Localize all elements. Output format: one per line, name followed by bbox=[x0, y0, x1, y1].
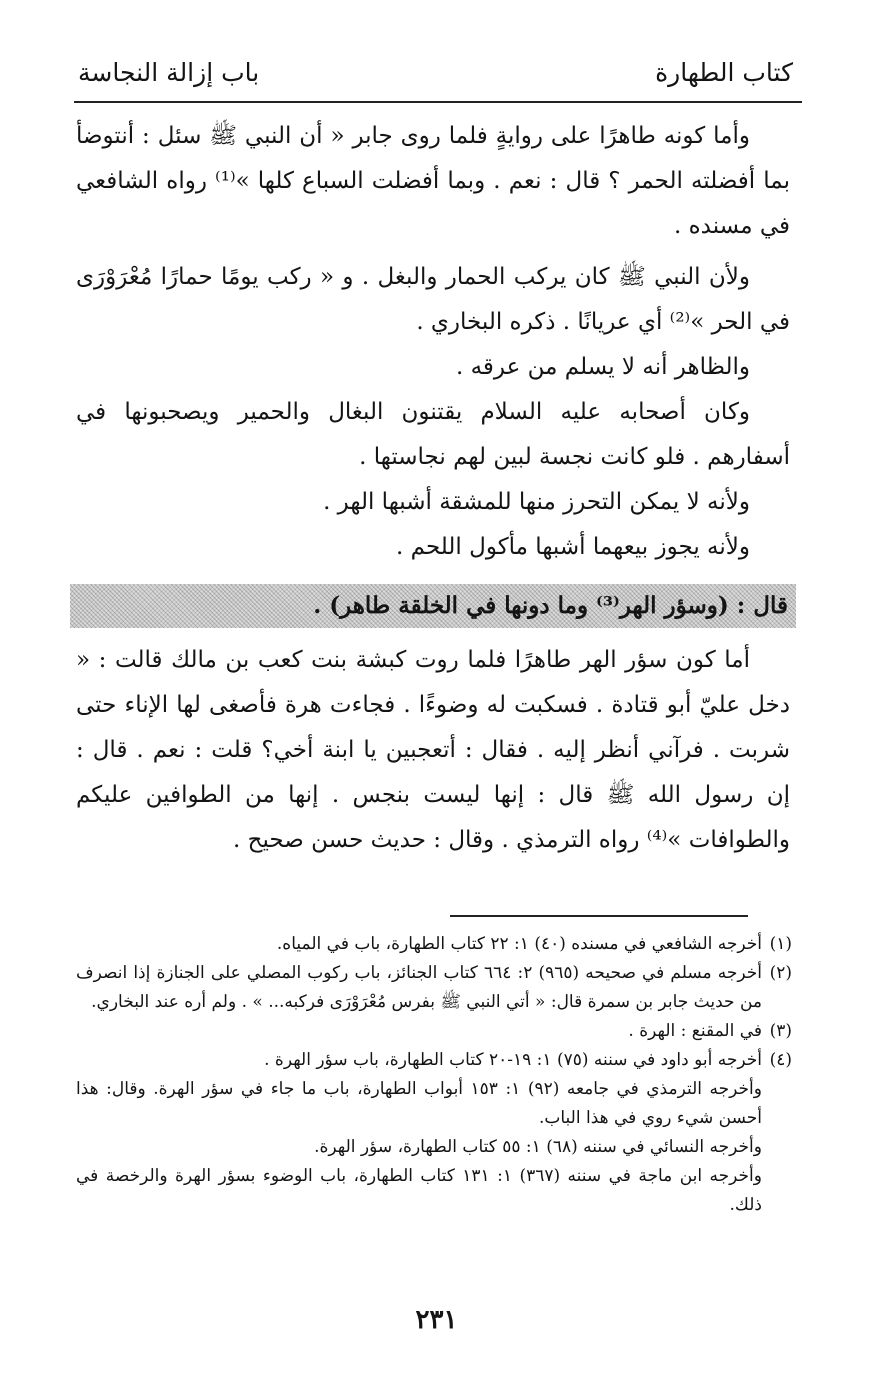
footnote-number: (١) bbox=[769, 934, 792, 954]
footnote-4-tirmidhi: وأخرجه الترمذي في جامعه (٩٢) ١: ١٥٣ أبواب الطهارة، باب ما جاء في سؤر الهرة. وقال: هذا أحسن شيء روي في هذا الباب. bbox=[76, 1079, 762, 1128]
footnote-4 bbox=[76, 1046, 792, 1075]
header-rule bbox=[74, 101, 802, 103]
footnote-rule bbox=[450, 915, 748, 917]
paragraph-3: والظاهر أنه لا يسلم من عرقه . bbox=[455, 354, 750, 380]
paragraph-after-heading: أما كون سؤر الهر طاهرًا فلما روت كبشة بنت كعب بن مالك قالت : « دخل عليّ أبو قتادة . فسكبت له وضوءًا . فجاءت هرة فأصغى لها الإناء حتى شربت . فرآني أنظر إليه . فقال : أتعجبين يا ابنة أخي؟ قلت : نعم . قال : إن رسول الله ﷺ قال : إنها ليست بنجس . إنها من الطوافين عليكم والطوافات »⁽⁴⁾ رواه الترمذي . وقال : حديث حسن صحيح . bbox=[76, 647, 790, 853]
paragraph-4: وكان أصحابه عليه السلام يقتنون البغال والحمير ويصحبونها في أسفارهم . فلو كانت نجسة لبين لهم نجاستها . bbox=[76, 399, 790, 470]
running-header-book-title: كتاب الطهارة bbox=[655, 58, 793, 87]
footnote-text: في المقنع : الهرة . bbox=[628, 1021, 762, 1041]
footnote-number: (٣) bbox=[769, 1021, 792, 1041]
paragraph-1: وأما كونه طاهرًا على روايةٍ فلما روى جابر « أن النبي ﷺ سئل : أنتوضأ بما أفضلته الحمر ؟ قال : نعم . وبما أفضلت السباع كلها »⁽¹⁾ رواه الشافعي في مسنده . bbox=[76, 123, 790, 239]
main-text bbox=[76, 114, 790, 863]
section-heading: قال : (وسؤر الهر⁽³⁾ وما دونها في الخلقة طاهر) . bbox=[70, 584, 796, 628]
running-header-chapter-title: باب إزالة النجاسة bbox=[78, 58, 260, 87]
paragraph-6: ولأنه يجوز بيعهما أشبها مأكول اللحم . bbox=[396, 534, 750, 560]
footnote-4-nasai: وأخرجه النسائي في سننه (٦٨) ١: ٥٥ كتاب الطهارة، سؤر الهرة. bbox=[314, 1137, 762, 1157]
footnote-number: (٤) bbox=[769, 1050, 792, 1070]
footnote-4-ibn-majah: وأخرجه ابن ماجة في سننه (٣٦٧) ١: ١٣١ كتاب الطهارة، باب الوضوء بسؤر الهرة والرخصة في ذلك. bbox=[76, 1166, 762, 1215]
footnotes bbox=[76, 930, 792, 1220]
footnote-text: أخرجه أبو داود في سننه (٧٥) ١: ١٩-٢٠ كتاب الطهارة، باب سؤر الهرة . bbox=[264, 1050, 762, 1070]
footnote-text: أخرجه مسلم في صحيحه (٩٦٥) ٢: ٦٦٤ كتاب الجنائز، باب ركوب المصلي على الجنازة إذا انصرف من حديث جابر بن سمرة قال: « أتي النبي ﷺ بفرس مُعْرَوْرَى فركبه... » . ولم أره عند البخاري. bbox=[76, 963, 762, 1012]
paragraph-2: ولأن النبي ﷺ كان يركب الحمار والبغل . و « ركب يومًا حمارًا مُعْرَوْرَى في الحر »⁽²⁾ أي عريانًا . ذكره البخاري . bbox=[76, 264, 790, 335]
page-number: ٢٣١ bbox=[415, 1305, 458, 1335]
footnote-3 bbox=[76, 1017, 792, 1046]
footnote-1 bbox=[76, 930, 792, 959]
paragraph-5: ولأنه لا يمكن التحرز منها للمشقة أشبها الهر . bbox=[323, 489, 750, 515]
footnote-2 bbox=[76, 959, 792, 1017]
footnote-number: (٢) bbox=[769, 963, 792, 983]
footnote-text: أخرجه الشافعي في مسنده (٤٠) ١: ٢٢ كتاب الطهارة، باب في المياه. bbox=[276, 934, 762, 954]
